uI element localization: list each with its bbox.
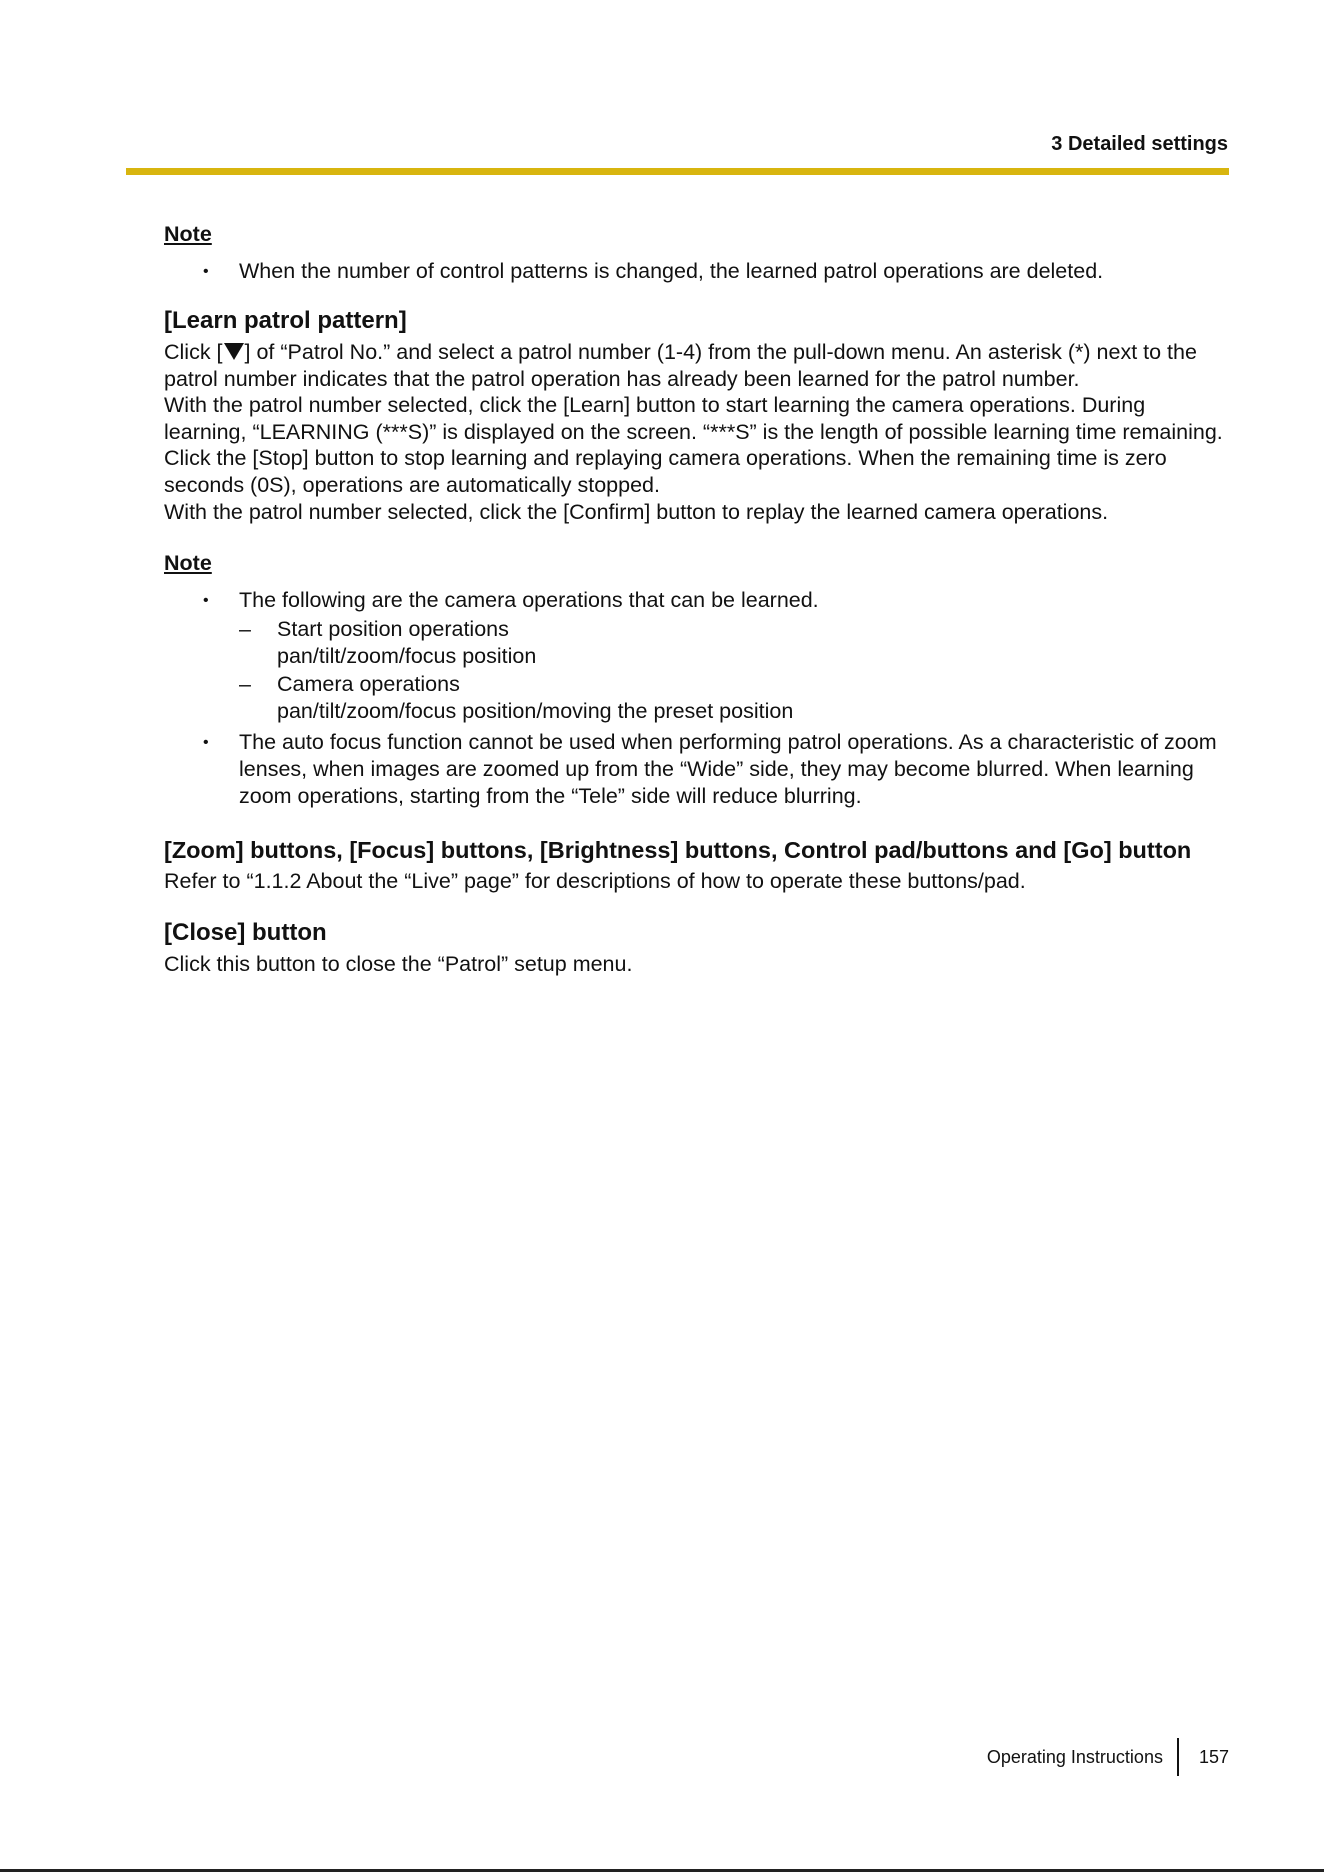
list-item — [164, 729, 1230, 810]
note-text: The auto focus function cannot be used when performing patrol operations. As a characteristic of zoom lenses, when images are zoomed up from the “Wide” side, they may become blurred. When learning zoom operations, starting from the “Tele” side will reduce blurring. — [239, 730, 1217, 809]
page-number: 157 — [1198, 1746, 1229, 1767]
list-item — [164, 587, 1230, 725]
paragraph: With the patrol number selected, click the [Confirm] button to replay the learned camera operations. — [164, 499, 1109, 524]
footer-divider — [1177, 1738, 1179, 1776]
sub-item-title: Start position operations — [277, 617, 509, 642]
note-list — [164, 587, 1230, 810]
section-heading-zoom: [Zoom] buttons, [Focus] buttons, [Brightness] buttons, Control pad/buttons and [Go] button — [164, 837, 1192, 864]
note-list — [164, 258, 1230, 285]
text-fragment: Click [ — [164, 340, 223, 364]
list-item — [164, 258, 1230, 285]
sub-item-detail: pan/tilt/zoom/focus position — [277, 644, 537, 669]
sub-list-item — [239, 616, 1230, 670]
sub-item-detail: pan/tilt/zoom/focus position/moving the preset position — [277, 699, 794, 724]
note-text: The following are the camera operations that can be learned. — [239, 588, 819, 613]
section-heading-learn: [Learn patrol pattern] — [164, 307, 407, 334]
sub-list — [239, 616, 1230, 725]
note-text: When the number of control patterns is changed, the learned patrol operations are deleted. — [239, 259, 1104, 283]
footer-label: Operating Instructions — [986, 1746, 1163, 1767]
note-label: Note — [164, 222, 212, 246]
page-content — [164, 218, 1230, 977]
dash-icon: – — [239, 672, 251, 697]
paragraph — [164, 339, 1230, 392]
dash-icon: – — [239, 617, 251, 642]
page-footer — [987, 1738, 1229, 1776]
paragraph: With the patrol number selected, click the [Learn] button to start learning the camera operations. During learning, “LEARNING (***S)” is displayed on the screen. “***S” is the length of possible learning time remaining. Click the [Stop] button to stop learning and replaying camera operations. When the remaining time is zero seconds (0S), operations are automatically stopped. — [164, 393, 1223, 497]
bullet-icon: • — [203, 263, 209, 280]
down-triangle-icon — [224, 343, 244, 360]
paragraph: Click this button to close the “Patrol” setup menu. — [164, 951, 633, 976]
note-label: Note — [164, 551, 212, 576]
sub-item-title: Camera operations — [277, 672, 460, 697]
header-rule — [126, 168, 1229, 175]
sub-list-item — [239, 671, 1230, 725]
section-heading-close: [Close] button — [164, 918, 327, 946]
paragraph: Refer to “1.1.2 About the “Live” page” for descriptions of how to operate these buttons/pad. — [164, 869, 1026, 894]
text-fragment: ] of “Patrol No.” and select a patrol number (1-4) from the pull-down menu. An asterisk (*) next to the patrol number indicates that the patrol operation has already been learned for the patrol number. — [164, 340, 1197, 391]
running-header: 3 Detailed settings — [1051, 133, 1228, 155]
bullet-icon: • — [203, 734, 209, 752]
bullet-icon: • — [203, 592, 209, 610]
